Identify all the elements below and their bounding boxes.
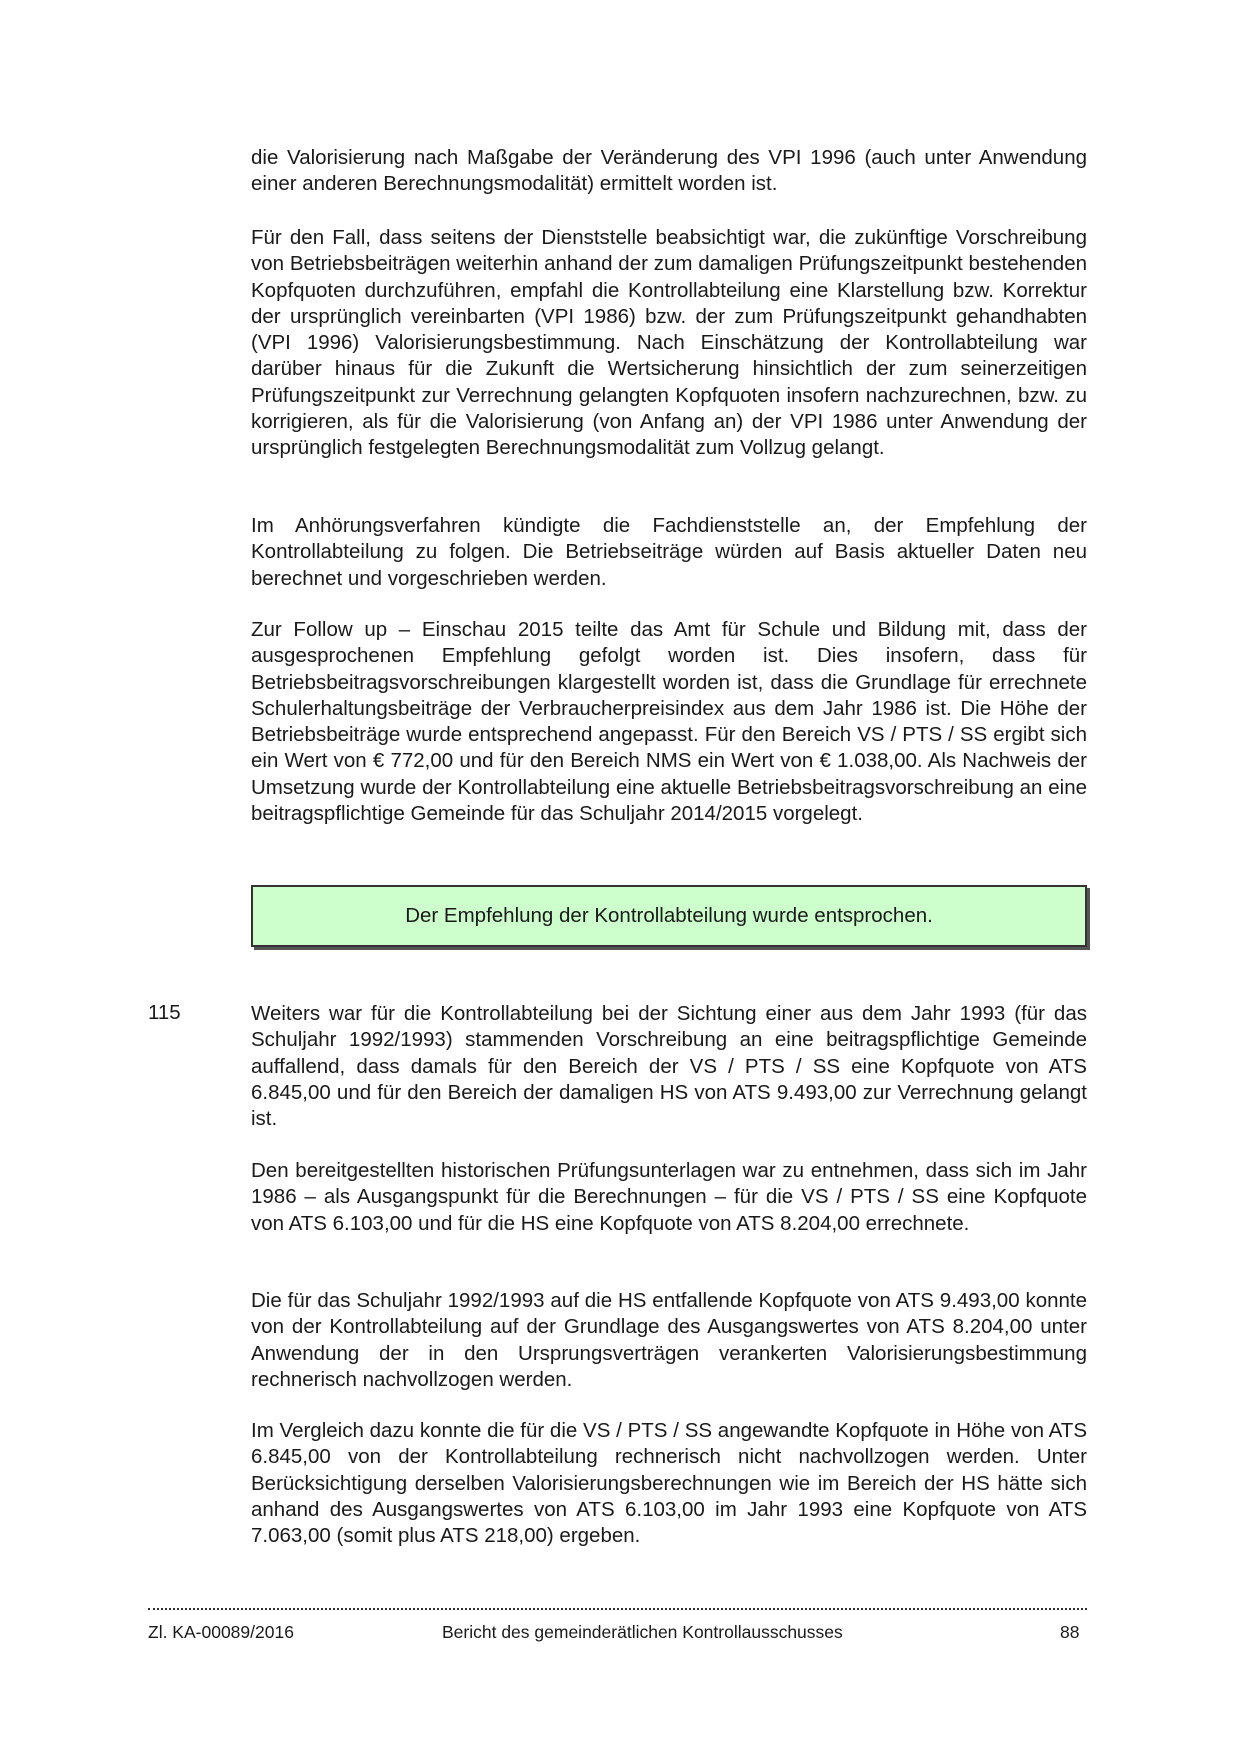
result-box: Der Empfehlung der Kontrollabteilung wurde entsprochen.: [251, 885, 1087, 947]
paragraph-comparison: Im Vergleich dazu konnte die für die VS / PTS / SS angewandte Kopfquote in Höhe von ATS 6.845,00 von der Kontrollabteilung rechnerisch nicht nachvollzogen werden. Unter Berücksichtigung derselben Valorisierungsberechnungen wie im Bereich der HS hätte sich anhand des Ausgangswertes von ATS 6.103,00 im Jahr 1993 eine Kopfquote von ATS 7.063,00 (somit plus ATS 218,00) ergeben.: [251, 1419, 1087, 1548]
paragraph-follow-up: Zur Follow up – Einschau 2015 teilte das Amt für Schule und Bildung mit, dass der ausgesprochenen Empfehlung gefolgt worden ist. Dies insofern, dass für Betriebsbeitragsvorschreibungen klargestellt worden ist, dass die Grundlage für errechnete Schulerhaltungsbeiträge der Verbraucherpreisindex aus dem Jahr 1986 ist. Die Höhe der Betriebsbeiträge wurde entsprechend angepasst. Für den Bereich VS / PTS / SS ergibt sich ein Wert von € 772,00 und für den Bereich NMS ein Wert von € 1.038,00. Als Nachweis der Umsetzung wurde der Kontrollabteilung eine aktuelle Betriebsbeitragsvorschreibung an eine beitragspflichtige Gemeinde für das Schuljahr 2014/2015 vorgelegt.: [251, 618, 1087, 826]
paragraph-hs-quota: Die für das Schuljahr 1992/1993 auf die HS entfallende Kopfquote von ATS 9.493,00 konnte von der Kontrollabteilung auf der Grundlage des Ausgangswertes von ATS 8.204,00 unter Anwendung der in den Ursprungsverträgen verankerten Valorisierungsbestimmung rechnerisch nachvollzogen werden.: [251, 1289, 1087, 1391]
footer-divider: [148, 1608, 1087, 1610]
footer-reference: Zl. KA-00089/2016: [148, 1622, 294, 1642]
paragraph-observation: Weiters war für die Kontrollabteilung bei der Sichtung einer aus dem Jahr 1993 (für das Schuljahr 1992/1993) stammenden Vorschreibung an eine beitragspflichtige Gemeinde auffallend, dass damals für den Bereich der VS / PTS / SS eine Kopfquote von ATS 6.845,00 und für den Bereich der damaligen HS von ATS 9.493,00 zur Verrechnung gelangt ist.: [251, 1002, 1087, 1131]
paragraph-valorisierung: die Valorisierung nach Maßgabe der Veränderung des VPI 1996 (auch unter Anwendung einer anderen Berechnungsmodalität) ermittelt worden ist.: [251, 146, 1087, 196]
paragraph-hearing: Im Anhörungsverfahren kündigte die Fachdienststelle an, der Empfehlung der Kontrollabteilung zu folgen. Die Betriebseiträge würden auf Basis aktueller Daten neu berechnet und vorgeschrieben werden.: [251, 514, 1087, 590]
footer-page-number: 88: [1060, 1622, 1080, 1642]
footer-title: Bericht des gemeinderätlichen Kontrollausschusses: [442, 1622, 843, 1642]
paragraph-recommendation: Für den Fall, dass seitens der Dienststelle beabsichtigt war, die zukünftige Vorschreibung von Betriebsbeiträgen weiterhin anhand der zum damaligen Prüfungszeitpunkt bestehenden Kopfquoten durchzuführen, empfahl die Kontrollabteilung eine Klarstellung bzw. Korrektur der ursprünglich vereinbarten (VPI 1986) bzw. der zum Prüfungszeitpunkt gehandhabten (VPI 1996) Valorisierungsbestimmung. Nach Einschätzung der Kontrollabteilung war darüber hinaus für die Zukunft die Wertsicherung hinsichtlich der zum seinerzeitigen Prüfungszeitpunkt zur Verrechnung gelangten Kopfquoten insofern nachzurechnen, bzw. zu korrigieren, als für die Valorisierung (von Anfang an) der VPI 1986 unter Anwendung der ursprünglich festgelegten Berechnungsmodalität zum Vollzug gelangt.: [251, 226, 1087, 460]
paragraph-historical: Den bereitgestellten historischen Prüfungsunterlagen war zu entnehmen, dass sich im Jahr 1986 – als Ausgangspunkt für die Berechnungen – für die VS / PTS / SS eine Kopfquote von ATS 6.103,00 und für die HS eine Kopfquote von ATS 8.204,00 errechnete.: [251, 1159, 1087, 1235]
section-number: 115: [148, 1001, 181, 1024]
